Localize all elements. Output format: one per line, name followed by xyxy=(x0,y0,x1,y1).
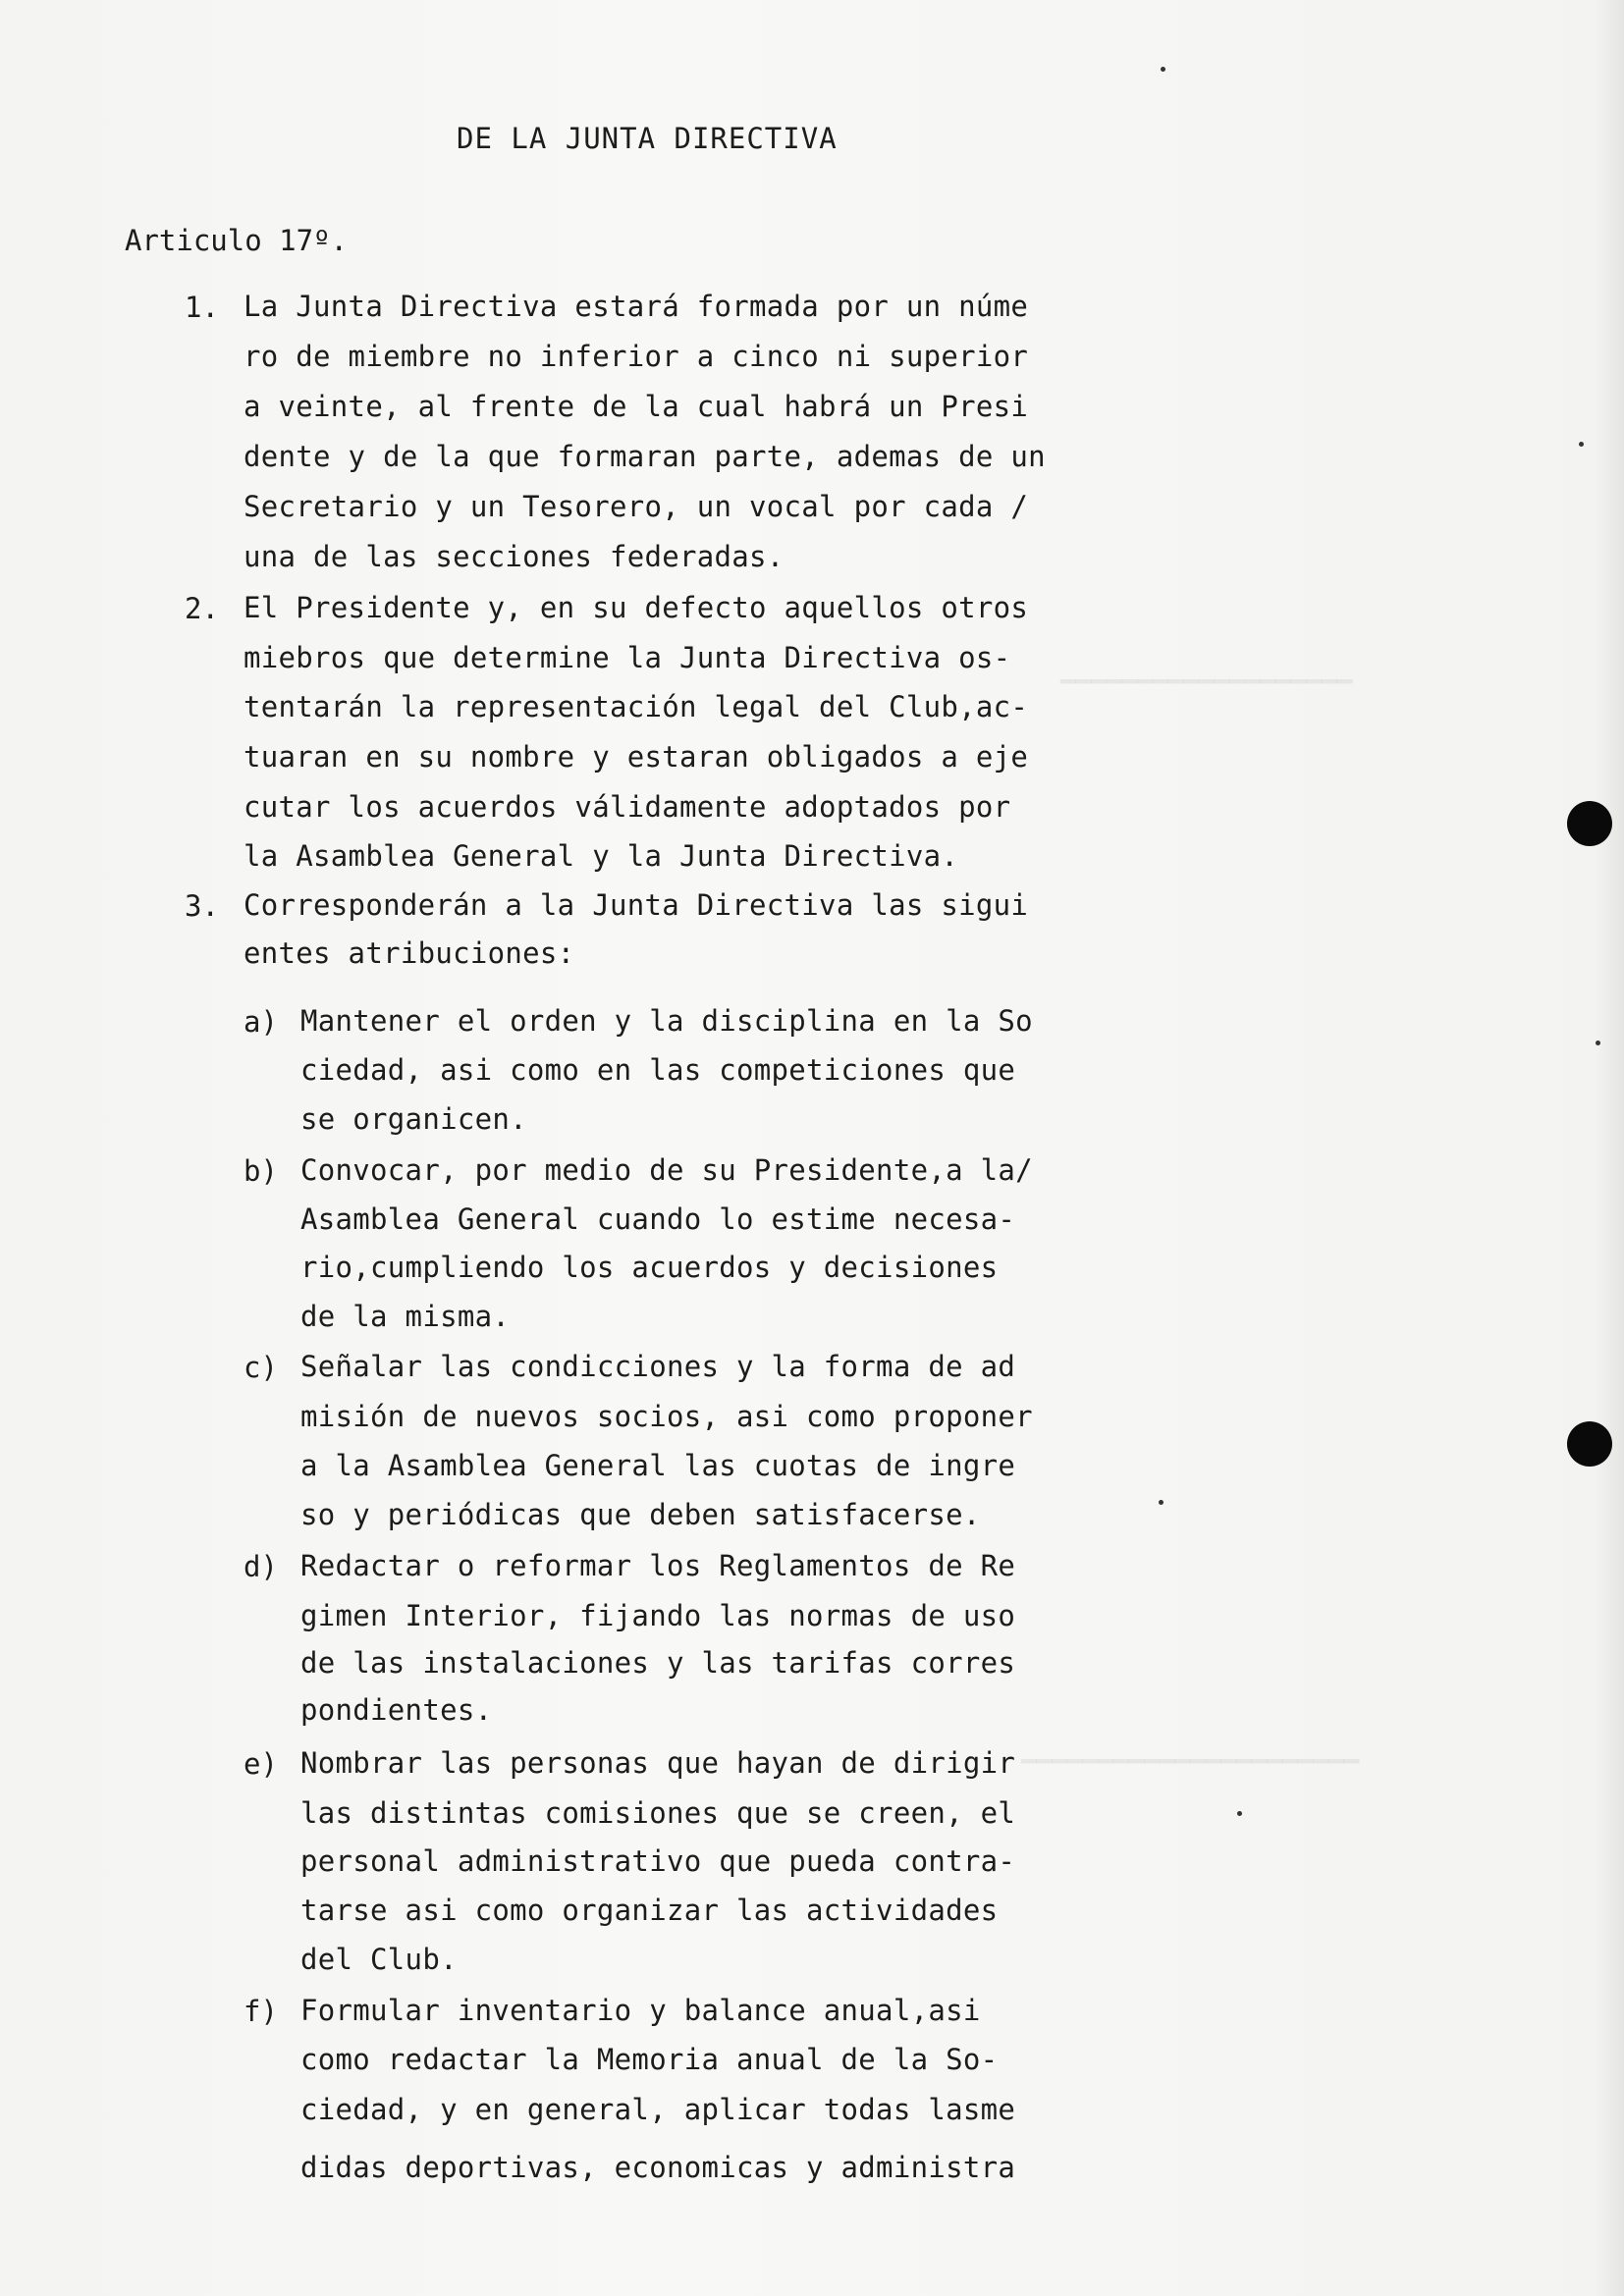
list-item-line: pondientes. xyxy=(300,1693,493,1727)
list-item-line: Redactar o reformar los Reglamentos de Re xyxy=(300,1549,1016,1582)
list-item-line: del Club. xyxy=(300,1943,458,1976)
list-item-line: Formular inventario y balance anual,asi xyxy=(300,1994,981,2027)
list-item-line: personal administrativo que pueda contra- xyxy=(300,1844,1016,1878)
paragraph-line: Corresponderán a la Junta Directiva las sigui xyxy=(244,888,1029,922)
list-item-line: se organicen. xyxy=(300,1102,527,1136)
paragraph-line: Secretario y un Tesorero, un vocal por cada / xyxy=(244,490,1029,523)
list-item-line: a la Asamblea General las cuotas de ingre xyxy=(300,1449,1016,1482)
list-item-line: como redactar la Memoria anual de la So- xyxy=(300,2043,999,2076)
paragraph-line: miebros que determine la Junta Directiva os- xyxy=(244,641,1011,674)
list-item-marker: b) xyxy=(244,1154,278,1188)
list-item-line: ciedad, y en general, aplicar todas lasme xyxy=(300,2093,1016,2126)
list-item-marker: c) xyxy=(244,1351,278,1384)
list-item-marker: d) xyxy=(244,1550,278,1583)
list-item-line: Mantener el orden y la disciplina en la So xyxy=(300,1004,1033,1038)
paragraph-number: 2. xyxy=(185,592,219,625)
bleed-through-shadow: ━━━━━━━━━━━━━━━━━━━ xyxy=(1060,667,1353,697)
list-item-line: didas deportivas, economicas y administra xyxy=(300,2151,1016,2184)
paper-speck xyxy=(1596,1041,1600,1045)
list-item-line: de la misma. xyxy=(300,1300,511,1333)
paper-speck xyxy=(1237,1811,1242,1816)
paper-speck xyxy=(1159,1500,1164,1505)
paragraph-line: El Presidente y, en su defecto aquellos otros xyxy=(244,591,1029,624)
paragraph-number: 1. xyxy=(185,291,219,324)
list-item-line: ciedad, asi como en las competiciones que xyxy=(300,1053,1016,1087)
list-item-marker: e) xyxy=(244,1747,278,1781)
paragraph-line: dente y de la que formaran parte, ademas de un xyxy=(244,440,1046,473)
list-item-line: rio,cumpliendo los acuerdos y decisiones xyxy=(300,1251,999,1284)
page-edge-shadow xyxy=(1595,0,1624,2296)
paper-speck xyxy=(1579,442,1584,447)
list-item-line: Convocar, por medio de su Presidente,a la/ xyxy=(300,1153,1033,1187)
list-item-line: de las instalaciones y las tarifas corres xyxy=(300,1646,1016,1680)
paragraph-line: entes atribuciones: xyxy=(244,936,575,970)
list-item-line: misión de nuevos socios, asi como proponer xyxy=(300,1400,1033,1433)
list-item-line: tarse asi como organizar las actividades xyxy=(300,1894,999,1927)
list-item-line: so y periódicas que deben satisfacerse. xyxy=(300,1498,981,1531)
paragraph-line: ro de miembre no inferior a cinco ni superior xyxy=(244,340,1029,373)
paper-speck xyxy=(1161,67,1165,72)
list-item-line: Asamblea General cuando lo estime necesa- xyxy=(300,1202,1016,1236)
list-item-marker: a) xyxy=(244,1005,278,1039)
paragraph-line: tentarán la representación legal del Club,ac- xyxy=(244,690,1029,723)
bleed-through-shadow: ━━━━━━━━━━━━━━━━━━━━━━ xyxy=(1021,1747,1360,1777)
list-item-line: Nombrar las personas que hayan de dirigir xyxy=(300,1746,1016,1780)
paragraph-line: una de las secciones federadas. xyxy=(244,540,785,573)
paragraph-line: tuaran en su nombre y estaran obligados a eje xyxy=(244,740,1029,774)
punch-hole xyxy=(1567,1421,1612,1467)
document-title: DE LA JUNTA DIRECTIVA xyxy=(457,122,838,155)
article-label: Articulo 17º. xyxy=(125,224,348,257)
paragraph-line: a veinte, al frente de la cual habrá un Presi xyxy=(244,390,1029,423)
paragraph-line: cutar los acuerdos válidamente adoptados por xyxy=(244,790,1011,824)
list-item-marker: f) xyxy=(244,1995,278,2028)
punch-hole xyxy=(1567,801,1612,846)
list-item-line: las distintas comisiones que se creen, el xyxy=(300,1796,1016,1830)
paragraph-number: 3. xyxy=(185,889,219,923)
paragraph-line: la Asamblea General y la Junta Directiva. xyxy=(244,839,959,873)
paragraph-line: La Junta Directiva estará formada por un núme xyxy=(244,290,1029,323)
list-item-line: gimen Interior, fijando las normas de uso xyxy=(300,1599,1016,1632)
list-item-line: Señalar las condicciones y la forma de ad xyxy=(300,1350,1016,1383)
